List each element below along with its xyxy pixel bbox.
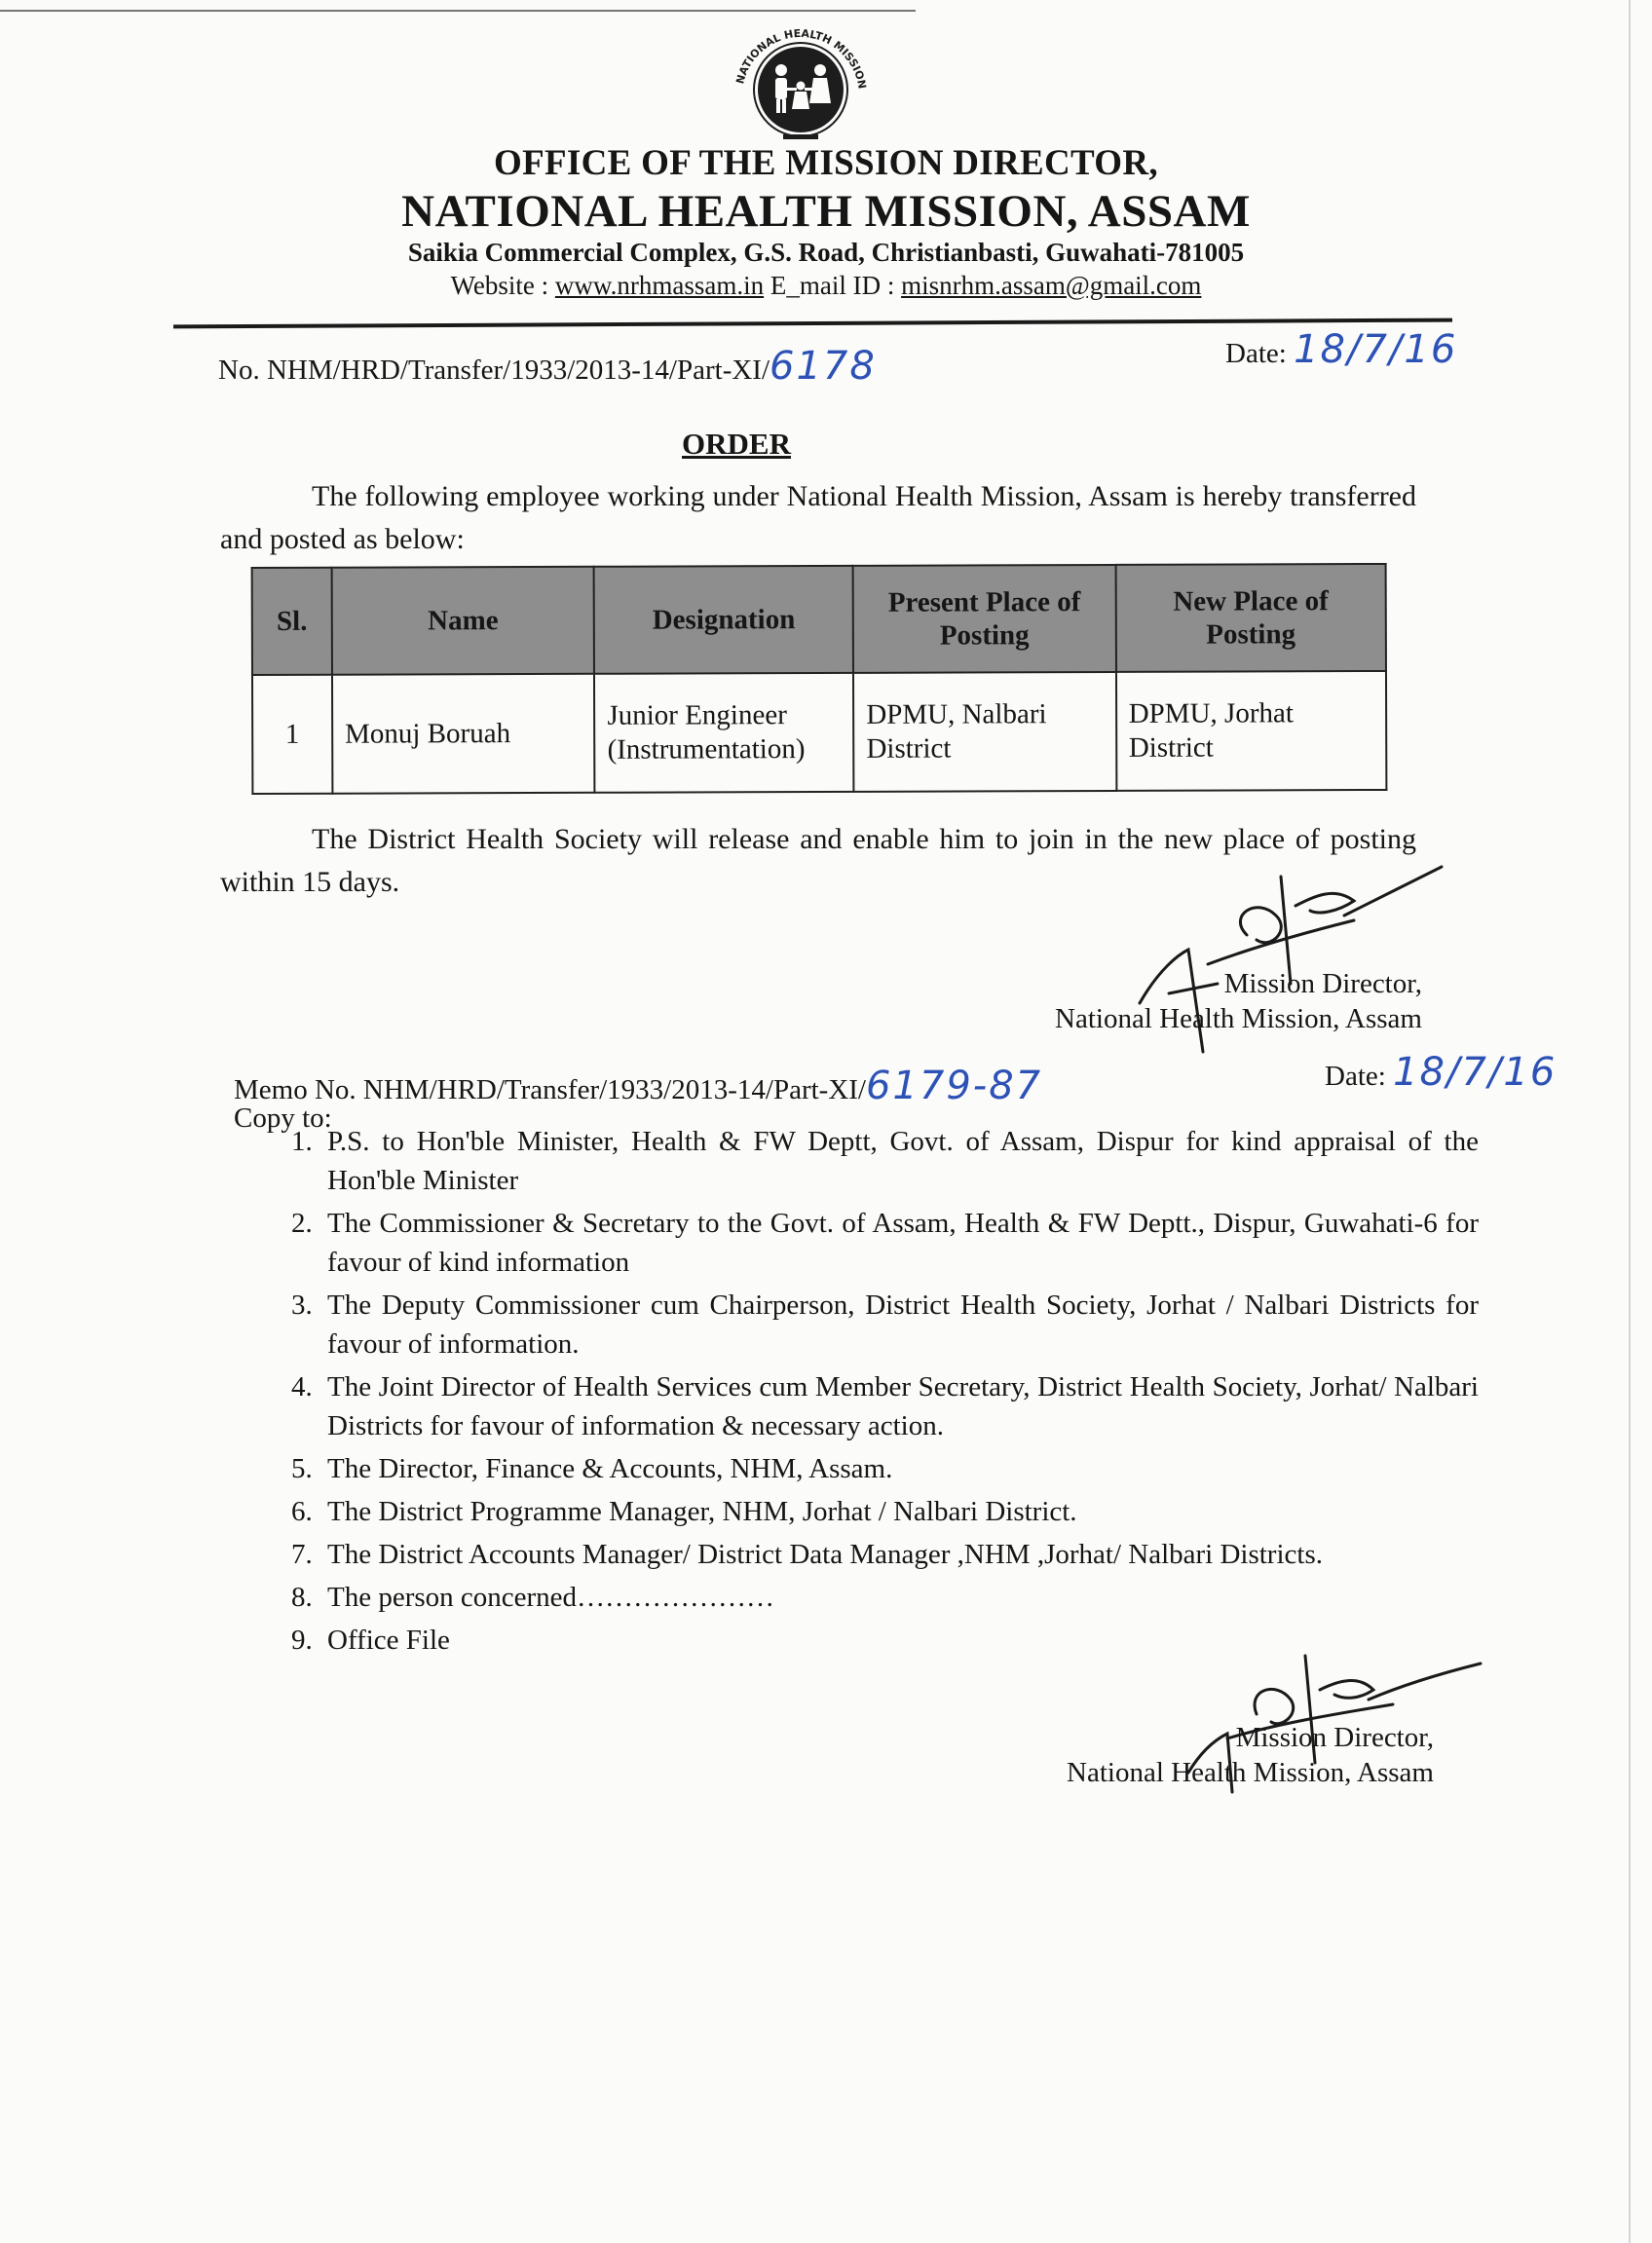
date-handwritten: 18/7/16	[1294, 327, 1458, 372]
transfer-table	[251, 563, 1388, 795]
list-item: 8. The person concerned…………………	[319, 1578, 1479, 1617]
organization-heading: NATIONAL HEALTH MISSION, ASSAM	[401, 186, 1251, 237]
header-designation: Designation	[594, 566, 853, 674]
signatory-1	[1013, 966, 1422, 1036]
list-item: 5. The Director, Finance & Accounts, NHM, Assam.	[319, 1449, 1479, 1488]
scan-top-line	[0, 10, 916, 12]
cell-new-posting: DPMU, Jorhat District	[1116, 671, 1387, 791]
order-title: ORDER	[682, 427, 791, 461]
signatory-1-title: Mission Director,	[1223, 968, 1422, 999]
list-item: 2. The Commissioner & Secretary to the Govt. of Assam, Health & FW Deptt., Dispur, Guwahati-6 for favour of kind information	[319, 1204, 1479, 1282]
email-link[interactable]: misnrhm.assam@gmail.com	[901, 271, 1202, 300]
list-item: 7. The District Accounts Manager/ District Data Manager ,NHM ,Jorhat/ Nalbari Districts.	[319, 1535, 1479, 1574]
copy-list	[275, 1122, 1479, 1664]
contact-line	[0, 271, 1652, 301]
reference-handwritten: 6178	[770, 344, 877, 389]
cell-present-posting: DPMU, Nalbari District	[853, 672, 1116, 792]
release-paragraph: The District Health Society will release and enable him to join in the new place of posting within 15 days.	[220, 823, 1416, 898]
cell-sl: 1	[252, 675, 332, 794]
memo-date-label: Date:	[1325, 1061, 1394, 1092]
website-label: Website :	[450, 271, 555, 300]
memo-date-handwritten: 18/7/16	[1393, 1050, 1558, 1095]
list-item: 1. P.S. to Hon'ble Minister, Health & FW Deptt, Govt. of Assam, Dispur for kind appraisal of the Hon'ble Minister	[319, 1122, 1479, 1200]
date-label: Date:	[1225, 338, 1295, 369]
table-header-row	[252, 564, 1386, 675]
reference-number	[218, 344, 877, 389]
order-date	[1225, 327, 1457, 372]
office-heading: OFFICE OF THE MISSION DIRECTOR,	[494, 143, 1158, 183]
cell-designation: Junior Engineer (Instrumentation)	[594, 673, 853, 793]
website-link[interactable]: www.nrhmassam.in	[554, 271, 765, 300]
nhm-logo-icon	[713, 19, 888, 146]
reference-printed: No. NHM/HRD/Transfer/1933/2013-14/Part-XI/	[218, 355, 770, 386]
list-item: 3. The Deputy Commissioner cum Chairperson, District Health Society, Jorhat / Nalbari Districts for favour of information.	[319, 1286, 1479, 1364]
header-sl: Sl.	[252, 568, 332, 675]
memo-date	[1325, 1050, 1557, 1095]
header-name: Name	[331, 567, 594, 675]
header-present-posting: Present Place of Posting	[853, 565, 1116, 673]
signatory-2-org: National Health Mission, Assam	[1067, 1757, 1434, 1788]
scan-right-edge	[1629, 0, 1631, 2243]
table-row	[252, 671, 1386, 794]
signatory-1-org: National Health Mission, Assam	[1055, 1003, 1422, 1034]
memo-printed: Memo No. NHM/HRD/Transfer/1933/2013-14/Part-XI/	[234, 1074, 866, 1105]
list-item: 9. Office File	[319, 1621, 1479, 1660]
intro-paragraph: The following employee working under National Health Mission, Assam is hereby transferred and posted as below:	[220, 480, 1416, 555]
list-item: 4. The Joint Director of Health Services cum Member Secretary, District Health Society, Jorhat/ Nalbari Districts for favour of information & necessary action.	[319, 1367, 1479, 1445]
memo-number	[234, 1064, 1042, 1108]
email-label: E_mail ID :	[764, 271, 902, 300]
memo-handwritten: 6179-87	[865, 1064, 1043, 1108]
list-item: 6. The District Programme Manager, NHM, Jorhat / Nalbari District.	[319, 1492, 1479, 1531]
cell-name: Monuj Boruah	[332, 674, 595, 794]
copy-to-label: Copy to:	[234, 1103, 332, 1134]
signatory-2-title: Mission Director,	[1235, 1722, 1434, 1753]
address-line: Saikia Commercial Complex, G.S. Road, Christianbasti, Guwahati-781005	[407, 238, 1245, 267]
logo-ring-text: NATIONAL HEALTH MISSION	[733, 26, 869, 91]
header-new-posting: New Place of Posting	[1115, 564, 1386, 672]
signatory-2	[1013, 1720, 1434, 1790]
